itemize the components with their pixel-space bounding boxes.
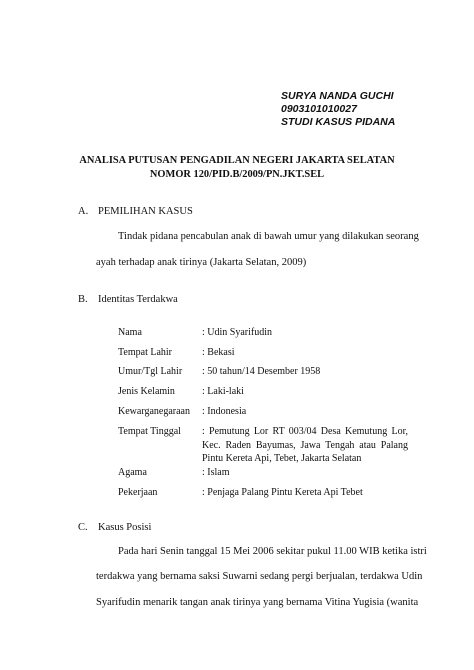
section-c-heading: [78, 522, 151, 533]
section-a-line-1: Tindak pidana pencabulan anak di bawah umur yang dilakukan seorang: [118, 231, 419, 242]
author-course: STUDI KASUS PIDANA: [281, 115, 396, 128]
title-line-2: NOMOR 120/PID.B/2009/PN.JKT.SEL: [149, 169, 325, 180]
identity-label: Nama: [118, 327, 142, 338]
identity-value: : 50 tahun/14 Desember 1958: [202, 366, 321, 377]
identity-label: Kewarganegaraan: [118, 406, 190, 417]
identity-label: Agama: [118, 467, 147, 478]
section-a-letter: A.: [78, 206, 89, 217]
identity-value: : Udin Syarifudin: [202, 327, 272, 338]
section-b-heading: [78, 294, 178, 305]
section-a-line-2: ayah terhadap anak tirinya (Jakarta Selatan, 2009): [96, 257, 307, 268]
section-a-title: PEMILIHAN KASUS: [98, 206, 193, 217]
identity-label: Pekerjaan: [118, 487, 158, 498]
identity-label: Umur/Tgl Lahir: [118, 366, 183, 377]
identity-value: : Bekasi: [202, 347, 235, 358]
identity-label: Tempat Lahir: [118, 347, 172, 358]
title-line-1: ANALISA PUTUSAN PENGADILAN NEGERI JAKARTA SELATAN: [79, 155, 395, 166]
identity-value: : Indonesia: [202, 406, 247, 417]
section-c-title: Kasus Posisi: [98, 522, 152, 533]
identity-value: : Pemutung Lor RT 003/04 Desa Kemutung Lor, Kec. Raden Bayumas, Jawa Tengah atau Palang Pintu Kereta Api, Tebet, Jakarta Selatan: [202, 426, 408, 464]
identity-value: : Islam: [202, 467, 230, 478]
section-c-line-2: terdakwa yang bernama saksi Suwarni sedang pergi berjualan, terdakwa Udin: [96, 571, 423, 582]
identity-value: : Penjaga Palang Pintu Kereta Api Tebet: [202, 487, 363, 498]
section-a-heading: [78, 206, 193, 217]
author-student-number: 0903101010027: [281, 102, 357, 115]
section-c-letter: C.: [78, 522, 88, 533]
identity-value: : Laki-laki: [202, 386, 244, 397]
author-name: SURYA NANDA GUCHI: [281, 90, 394, 102]
section-c-line-3: Syarifudin menarik tangan anak tirinya yang bernama Vitina Yugisia (wanita: [96, 597, 419, 608]
identity-label: Jenis Kelamin: [118, 386, 175, 397]
section-b-title: Identitas Terdakwa: [98, 294, 178, 305]
identity-label: Tempat Tinggal: [118, 426, 181, 437]
author-block: [281, 90, 395, 128]
section-b-letter: B.: [78, 294, 88, 305]
document-title: [0, 154, 474, 182]
section-c-line-1: Pada hari Senin tanggal 15 Mei 2006 sekitar pukul 11.00 WIB ketika istri: [118, 546, 427, 557]
